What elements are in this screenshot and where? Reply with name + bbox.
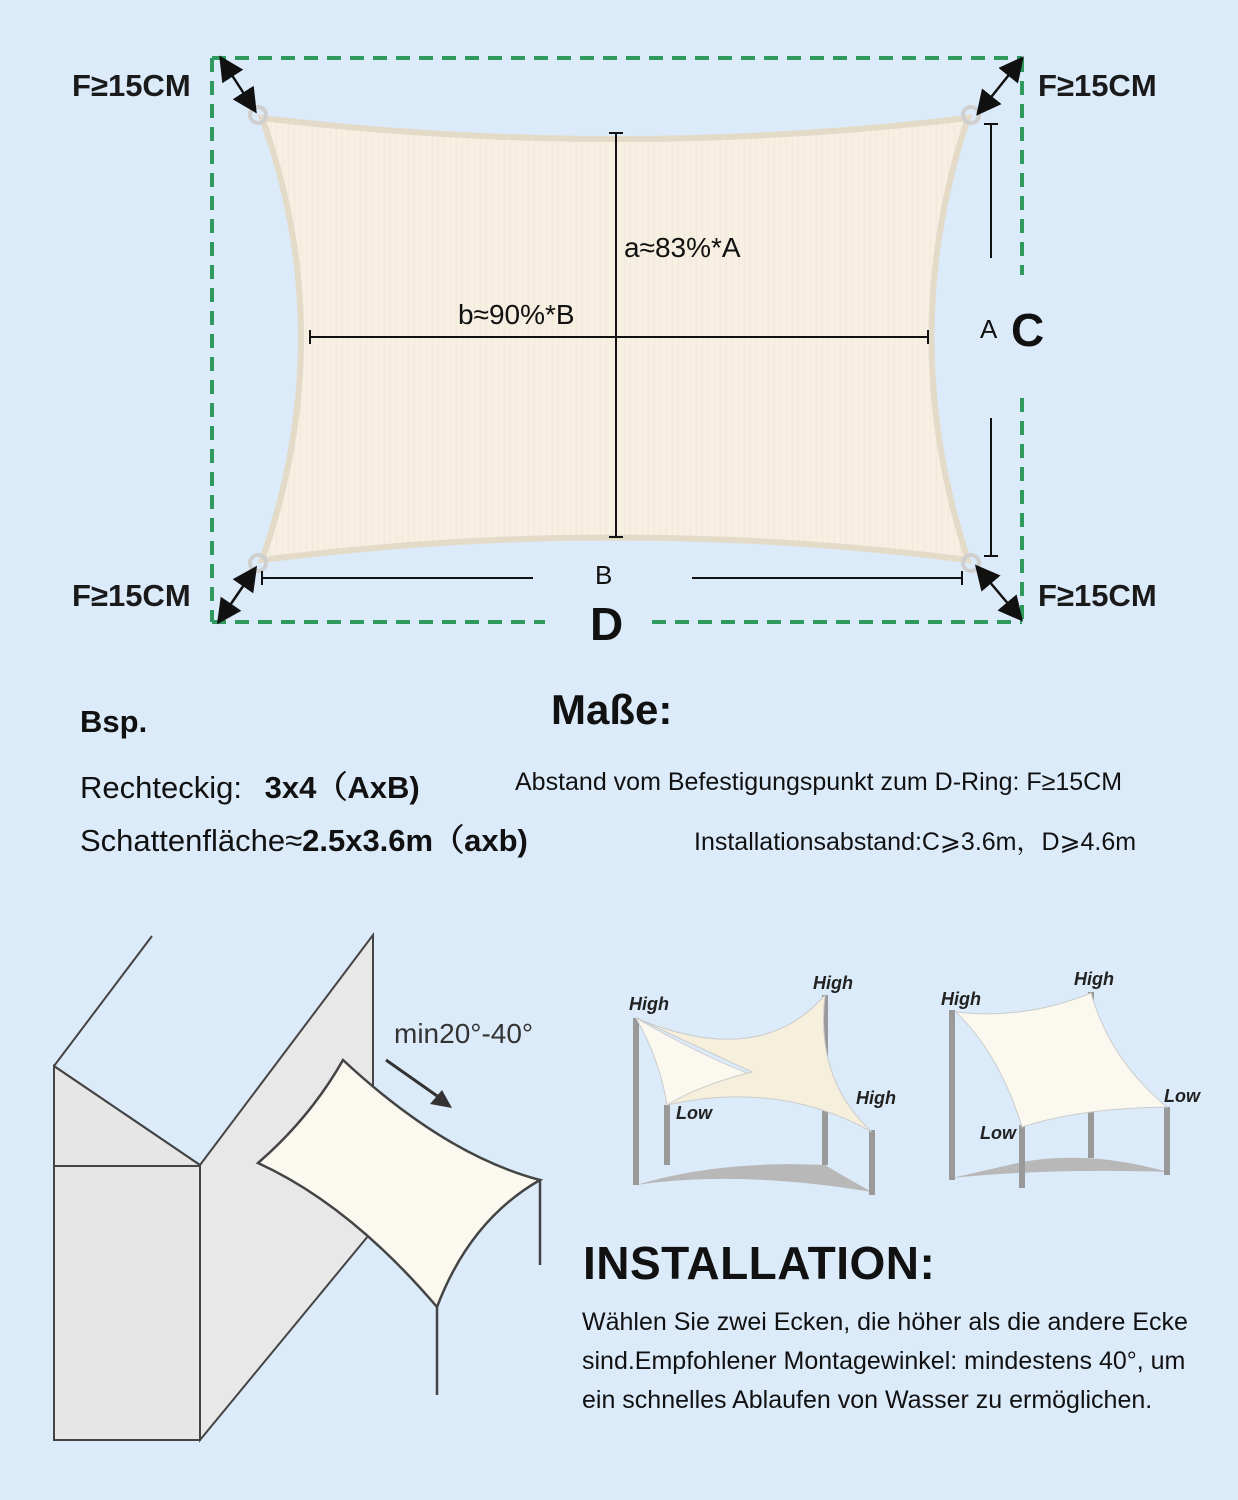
- horizontal-dimension-label: b≈90%*B: [458, 299, 575, 330]
- right-low-1-label: Low: [980, 1123, 1016, 1143]
- example-left: [636, 995, 872, 1195]
- side-d-label: D: [590, 598, 624, 650]
- right-high-1-label: High: [941, 989, 981, 1009]
- right-low-2-label: Low: [1164, 1086, 1200, 1106]
- side-a-label: A: [980, 314, 998, 344]
- rectangle-label: Rechteckig:: [80, 770, 242, 805]
- corner-label-bottom-left: F≥15CM: [72, 578, 191, 613]
- installation-distance-spec: Installationsabstand:C⩾3.6m，D⩾4.6m: [694, 828, 1137, 856]
- corner-label-top-right: F≥15CM: [1038, 68, 1157, 103]
- left-low-label: Low: [676, 1103, 712, 1123]
- left-high-2-label: High: [813, 973, 853, 993]
- right-high-2-label: High: [1074, 969, 1114, 989]
- side-c-label: C: [1011, 304, 1045, 356]
- corner-label-top-left: F≥15CM: [72, 68, 191, 103]
- example-right: [952, 992, 1168, 1188]
- d-ring-distance-value: F≥15CM: [1026, 768, 1123, 796]
- angle-label: min20°-40°: [394, 1018, 534, 1049]
- rectangle-value: 3x4（AxB): [264, 770, 420, 805]
- vertical-dimension-label: a≈83%*A: [624, 232, 741, 263]
- shade-area-label: Schattenfläche≈: [80, 823, 303, 858]
- installation-text: Wählen Sie zwei Ecken, die höher als die andere Ecke sind.Empfohlener Montagewinkel: mindestens 40°, um ein schnelles Ablaufen von Wasser zu ermöglichen.: [582, 1308, 1188, 1414]
- corner-label-bottom-right: F≥15CM: [1038, 578, 1157, 613]
- shade-area-value: 2.5x3.6m（axb): [302, 823, 528, 858]
- d-ring-distance-label: Abstand vom Befestigungspunkt zum D-Ring:: [515, 768, 1020, 796]
- example-label: Bsp.: [80, 704, 148, 739]
- left-high-3-label: High: [856, 1088, 896, 1108]
- left-high-1-label: High: [629, 994, 669, 1014]
- dimensions-title: Maße:: [551, 686, 673, 733]
- installation-title: INSTALLATION:: [583, 1237, 936, 1289]
- side-b-label: B: [595, 560, 613, 590]
